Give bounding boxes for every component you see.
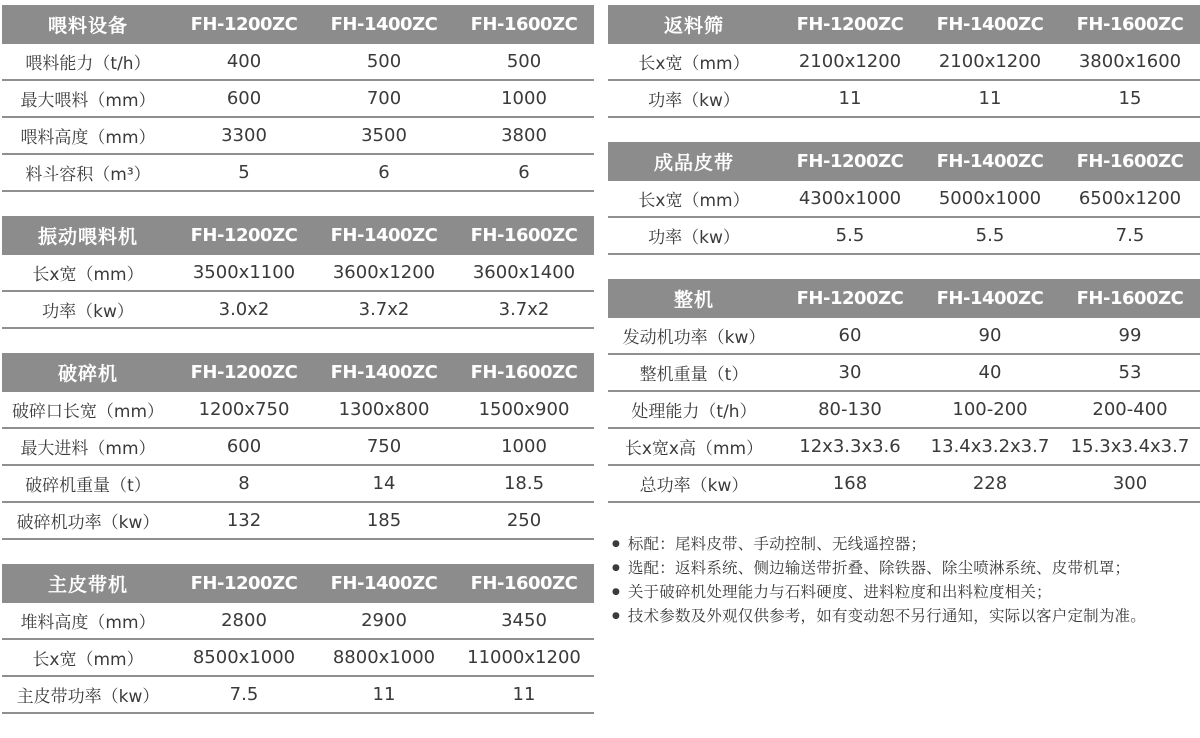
row-value: 1000 [501, 436, 547, 457]
note-item [608, 584, 1200, 601]
row-value: 1300x800 [338, 399, 430, 420]
table-row [2, 603, 594, 640]
row-value: 3.0x2 [218, 299, 270, 320]
row-value: 1500x900 [478, 399, 570, 420]
row-value: 2800 [221, 610, 267, 631]
row-value: 700 [366, 88, 402, 109]
model-column-header: FH-1400ZC [936, 151, 1044, 172]
row-value: 11000x1200 [467, 647, 581, 668]
table-header-bar [2, 5, 594, 44]
row-value: 12x3.3x3.6 [799, 436, 901, 457]
row-label: 整机重量（t） [639, 365, 749, 385]
model-column-header: FH-1600ZC [1076, 288, 1184, 309]
row-value: 3800x1600 [1078, 51, 1182, 72]
table-row [608, 466, 1200, 503]
row-value: 500 [506, 51, 542, 72]
row-value: 3500 [361, 125, 407, 146]
table-row [2, 81, 594, 118]
table-header-bar [608, 5, 1200, 44]
row-label: 喂料高度（mm） [20, 128, 156, 148]
row-value: 168 [832, 473, 868, 494]
model-column-header: FH-1400ZC [330, 14, 438, 35]
row-value: 1200x750 [198, 399, 290, 420]
row-value: 3450 [501, 610, 547, 631]
table-row [2, 44, 594, 81]
table-row [608, 355, 1200, 392]
model-column-header: FH-1600ZC [1076, 151, 1184, 172]
model-column-header: FH-1200ZC [190, 225, 298, 246]
row-value: 4300x1000 [798, 188, 902, 209]
notes [608, 527, 1200, 632]
row-value: 7.5 [1115, 225, 1145, 246]
row-label: 长x宽（mm） [638, 191, 750, 211]
table-row [2, 503, 594, 540]
row-label: 最大进料（mm） [20, 439, 156, 459]
table-header-bar [608, 279, 1200, 318]
table-row [2, 429, 594, 466]
left-column [2, 5, 594, 738]
row-label: 总功率（kw） [639, 476, 749, 496]
row-value: 30 [838, 362, 862, 383]
row-value: 15 [1118, 88, 1142, 109]
row-value: 11 [512, 684, 536, 705]
row-label: 长x宽（mm） [32, 265, 144, 285]
row-value: 3800 [501, 125, 547, 146]
row-value: 2100x1200 [798, 51, 902, 72]
row-value: 3600x1400 [472, 262, 576, 283]
row-value: 3300 [221, 125, 267, 146]
row-value: 6 [518, 162, 530, 183]
model-column-header: FH-1200ZC [796, 288, 904, 309]
model-column-header: FH-1600ZC [470, 362, 578, 383]
note-text: 选配：返料系统、侧边输送带折叠、除铁器、除尘喷淋系统、皮带机罩； [627, 559, 1131, 577]
row-label: 破碎机功率（kw） [16, 513, 160, 533]
table-row [608, 392, 1200, 429]
row-label: 破碎机重量（t） [25, 476, 151, 496]
table-title: 成品皮带 [653, 152, 734, 174]
table-row [2, 392, 594, 429]
note-item [608, 536, 1200, 553]
row-label: 料斗容积（m³） [25, 165, 151, 185]
row-value: 8500x1000 [192, 647, 296, 668]
row-label: 长x宽x高（mm） [624, 439, 764, 459]
row-value: 60 [838, 325, 862, 346]
model-column-header: FH-1200ZC [190, 14, 298, 35]
table-header-bar [2, 353, 594, 392]
model-column-header: FH-1600ZC [470, 573, 578, 594]
model-column-header: FH-1400ZC [330, 573, 438, 594]
row-value: 13.4x3.2x3.7 [930, 436, 1050, 457]
row-value: 14 [372, 473, 396, 494]
row-value: 3.7x2 [358, 299, 410, 320]
row-value: 600 [226, 436, 262, 457]
row-label: 堆料高度（mm） [20, 613, 156, 633]
row-value: 11 [978, 88, 1002, 109]
row-value: 100-200 [952, 399, 1028, 420]
model-column-header: FH-1400ZC [330, 225, 438, 246]
table-title: 整机 [673, 289, 714, 311]
table-row [2, 118, 594, 155]
row-value: 300 [1112, 473, 1148, 494]
row-value: 40 [978, 362, 1002, 383]
row-value: 228 [972, 473, 1008, 494]
model-column-header: FH-1600ZC [1076, 14, 1184, 35]
note-text: 技术参数及外观仅供参考，如有变动恕不另行通知，实际以客户定制为准。 [627, 607, 1146, 625]
table-header-bar [2, 216, 594, 255]
table-title: 振动喂料机 [37, 226, 138, 248]
model-column-header: FH-1200ZC [190, 573, 298, 594]
row-value: 8800x1000 [332, 647, 436, 668]
row-value: 8 [238, 473, 250, 494]
spec-table [2, 5, 594, 192]
row-value: 2900 [361, 610, 407, 631]
row-value: 750 [366, 436, 402, 457]
table-row [2, 466, 594, 503]
table-row [608, 181, 1200, 218]
table-row [2, 155, 594, 192]
table-row [608, 318, 1200, 355]
model-column-header: FH-1200ZC [796, 14, 904, 35]
row-value: 15.3x3.4x3.7 [1070, 436, 1190, 457]
table-title: 返料筛 [663, 15, 724, 37]
table-title: 破碎机 [57, 363, 118, 385]
model-column-header: FH-1200ZC [190, 362, 298, 383]
right-column [608, 5, 1200, 738]
table-title: 主皮带机 [47, 574, 128, 596]
model-column-header: FH-1600ZC [470, 225, 578, 246]
row-value: 3500x1100 [192, 262, 296, 283]
row-value: 99 [1118, 325, 1142, 346]
note-item [608, 560, 1200, 577]
bullet-icon: ● [612, 611, 620, 621]
row-value: 7.5 [229, 684, 259, 705]
spec-table [2, 353, 594, 540]
row-label: 最大喂料（mm） [20, 91, 156, 111]
spec-table [608, 279, 1200, 503]
note-item [608, 608, 1200, 625]
row-label: 功率（kw） [648, 228, 740, 248]
row-value: 5.5 [835, 225, 865, 246]
row-label: 功率（kw） [648, 91, 740, 111]
row-label: 破碎口长宽（mm） [11, 402, 165, 422]
row-label: 处理能力（t/h） [631, 402, 757, 422]
row-value: 185 [366, 510, 402, 531]
row-value: 5.5 [975, 225, 1005, 246]
row-value: 500 [366, 51, 402, 72]
row-value: 2100x1200 [938, 51, 1042, 72]
bullet-icon: ● [612, 587, 620, 597]
row-value: 200-400 [1092, 399, 1168, 420]
row-value: 132 [226, 510, 262, 531]
row-value: 600 [226, 88, 262, 109]
table-row [608, 429, 1200, 466]
row-label: 长x宽（mm） [32, 650, 144, 670]
row-value: 6 [378, 162, 390, 183]
row-value: 11 [838, 88, 862, 109]
row-label: 主皮带功率（kw） [16, 687, 160, 707]
row-value: 3600x1200 [332, 262, 436, 283]
row-value: 250 [506, 510, 542, 531]
row-value: 90 [978, 325, 1002, 346]
table-row [608, 81, 1200, 118]
model-column-header: FH-1600ZC [470, 14, 578, 35]
row-value: 6500x1200 [1078, 188, 1182, 209]
table-row [2, 292, 594, 329]
row-label: 功率（kw） [42, 302, 134, 322]
note-text: 关于破碎机处理能力与石料硬度、进料粒度和出料粒度相关； [627, 583, 1052, 601]
row-value: 5 [238, 162, 250, 183]
row-value: 1000 [501, 88, 547, 109]
spec-table [608, 142, 1200, 255]
row-value: 3.7x2 [498, 299, 550, 320]
bullet-icon: ● [612, 563, 620, 573]
spec-table [2, 216, 594, 329]
row-label: 喂料能力（t/h） [25, 54, 151, 74]
table-header-bar [2, 564, 594, 603]
spec-table [2, 564, 594, 714]
table-title: 喂料设备 [47, 15, 128, 37]
row-value: 11 [372, 684, 396, 705]
table-row [608, 44, 1200, 81]
row-value: 53 [1118, 362, 1142, 383]
table-row [2, 640, 594, 677]
model-column-header: FH-1400ZC [936, 14, 1044, 35]
table-row [608, 218, 1200, 255]
table-header-bar [608, 142, 1200, 181]
model-column-header: FH-1400ZC [330, 362, 438, 383]
row-label: 发动机功率（kw） [622, 328, 766, 348]
row-value: 18.5 [503, 473, 545, 494]
bullet-icon: ● [612, 539, 620, 549]
row-value: 5000x1000 [938, 188, 1042, 209]
model-column-header: FH-1400ZC [936, 288, 1044, 309]
table-row [2, 677, 594, 714]
spec-table [608, 5, 1200, 118]
note-text: 标配：尾料皮带、手动控制、无线遥控器； [627, 535, 927, 553]
table-row [2, 255, 594, 292]
row-label: 长x宽（mm） [638, 54, 750, 74]
model-column-header: FH-1200ZC [796, 151, 904, 172]
row-value: 400 [226, 51, 262, 72]
row-value: 80-130 [818, 399, 882, 420]
